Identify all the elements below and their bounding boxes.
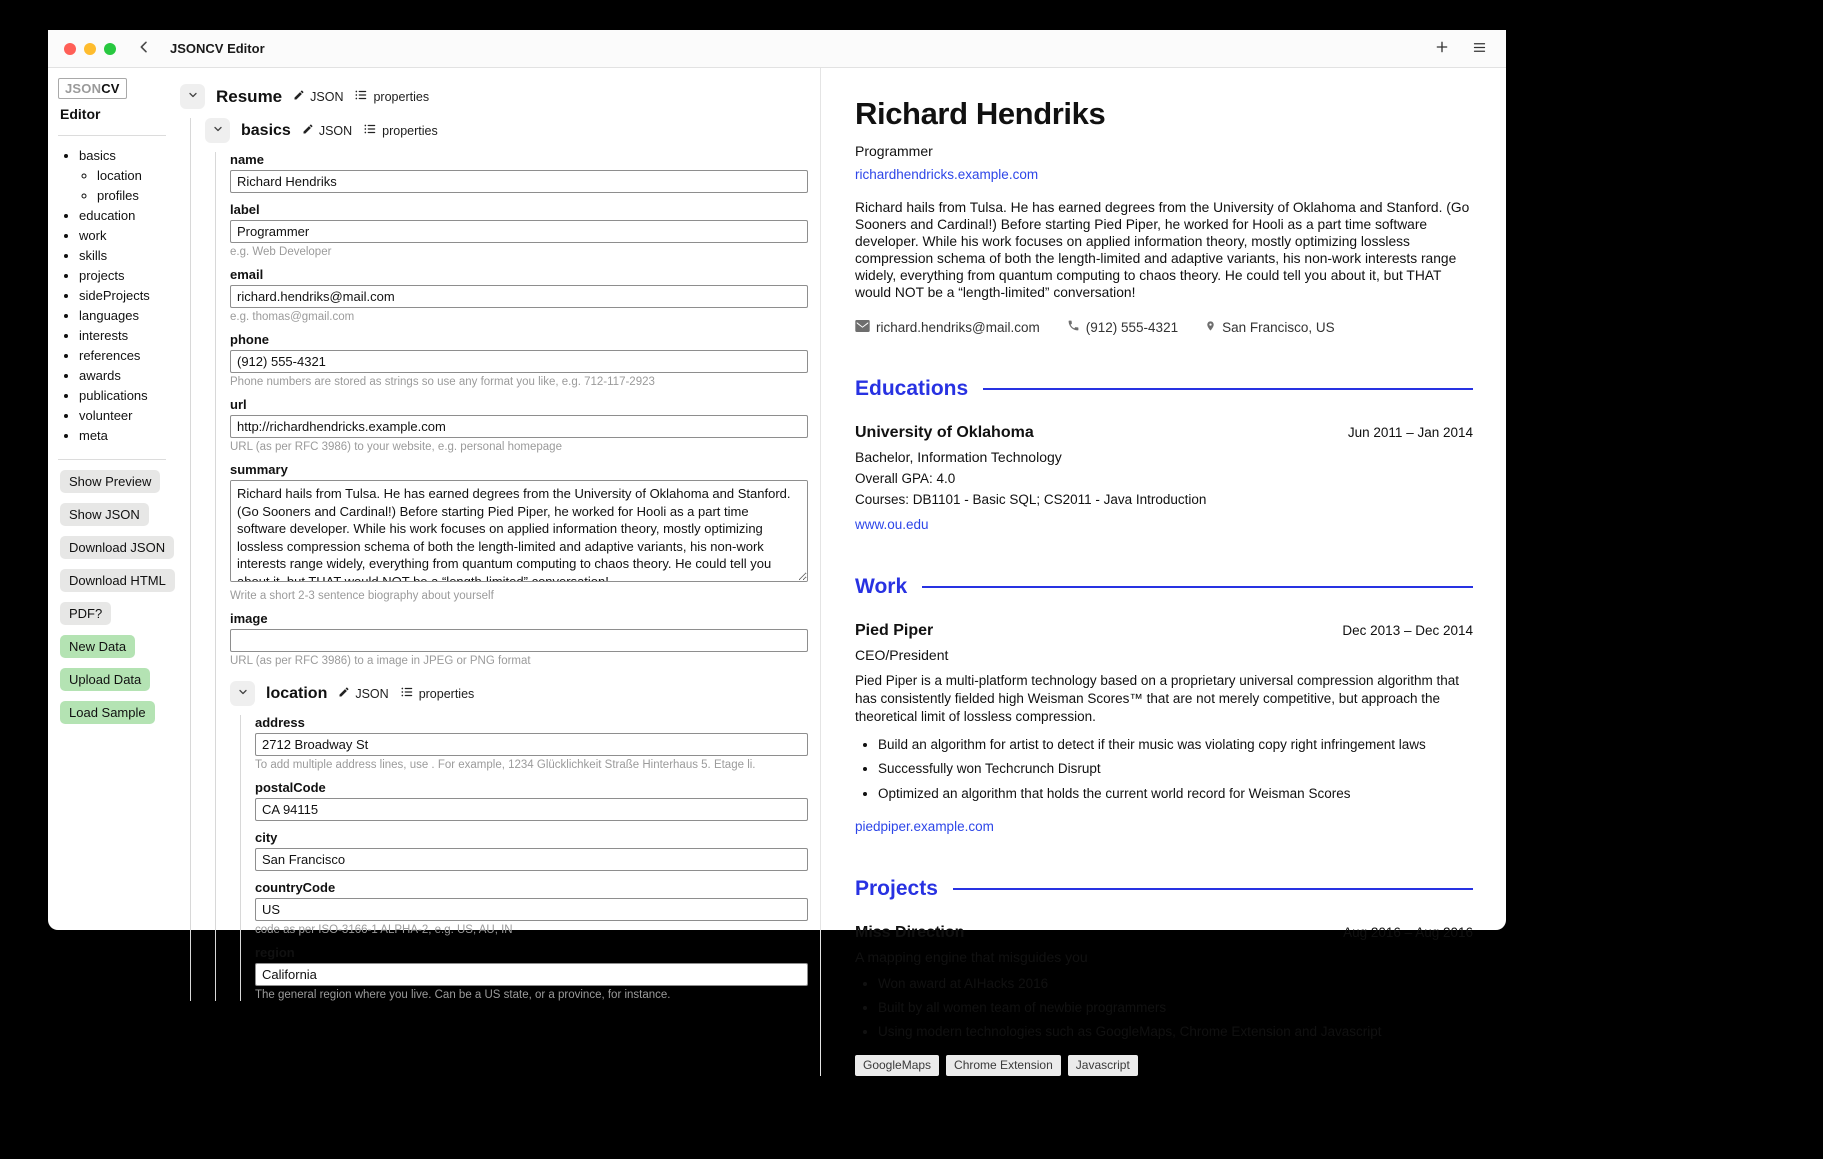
work-highlight: • Build an algorithm for artist to detect if their music was violating copy right infringement laws [878,736,1473,754]
education-institution: University of Oklahoma [855,423,1034,441]
countrycode-field [255,880,808,936]
field-label: label [230,202,260,217]
contact-phone: (912) 555-4321 [1067,319,1178,335]
email-field [230,267,808,323]
basics-json-button[interactable]: JSON [302,123,352,138]
keyword-tag: Chrome Extension [946,1055,1061,1076]
project-date: Aug 2016 – Aug 2016 [1343,924,1473,940]
chevron-down-icon [187,89,199,104]
download-html-button[interactable]: Download HTML [60,569,175,592]
work-date: Dec 2013 – Dec 2014 [1342,622,1473,638]
education-degree: Bachelor, Information Technology [855,448,1062,465]
sidebar-item-sideprojects[interactable]: • sideProjects [79,286,178,306]
heading-rule [953,888,1473,890]
city-field [255,830,808,871]
city-input[interactable] [255,848,808,871]
address-input[interactable] [255,733,808,756]
resume-json-button[interactable]: JSON [293,89,343,104]
location-children [240,715,808,1001]
phone-icon [1067,319,1080,335]
pencil-icon [293,89,305,104]
work-section [855,575,1473,836]
preview-name: Richard Hendriks [855,96,1106,131]
work-position: CEO/President [855,646,949,663]
field-hint: e.g. thomas@gmail.com [230,311,355,323]
new-data-button[interactable]: New Data [60,635,135,658]
resume-section-title: Resume [216,86,283,106]
educations-section [855,377,1473,534]
field-hint: URL (as per RFC 3986) to a image in JPEG or PNG format [230,655,531,667]
editor-panel [178,68,820,1076]
location-section-header [230,681,808,706]
field-label: region [255,945,295,960]
field-label: city [255,830,278,845]
field-label: countryCode [255,880,336,895]
postalcode-input[interactable] [255,798,808,821]
work-link[interactable]: piedpiper.example.com [855,818,994,834]
name-field [230,152,808,193]
sidebar-item-location[interactable]: ◦ location [97,166,178,186]
sidebar-divider [58,135,166,136]
pdf-button[interactable]: PDF? [60,602,111,625]
location-section-title: location [266,684,328,702]
jsoncv-logo [58,78,127,99]
editor-label: Editor [60,106,101,122]
app-window [48,30,1506,1072]
image-field [230,611,808,667]
resume-collapse-button[interactable] [180,84,205,109]
upload-data-button[interactable]: Upload Data [60,668,150,691]
sidebar-item-references[interactable]: • references [79,346,178,366]
education-entry [855,424,1473,534]
project-highlight: • Built by all women team of newbie programmers [878,999,1473,1017]
url-field [230,397,808,453]
preview-job-label: Programmer [855,143,933,159]
field-label: name [230,152,264,167]
field-hint: code as per ISO-3166-1 ALPHA-2, e.g. US, AU, IN [255,924,513,936]
field-hint: The general region where you live. Can be a US state, or a province, for instance. [255,989,671,1001]
contact-email: richard.hendriks@mail.com [855,320,1040,335]
field-hint: e.g. Web Developer [230,246,332,258]
summary-field [230,462,808,602]
image-input[interactable] [230,629,808,652]
address-field [255,715,808,771]
resume-section-header [180,84,808,109]
chevron-left-icon [136,39,152,58]
education-courses: Courses: DB1101 - Basic SQL; CS2011 - Java Introduction [855,491,1207,507]
project-keywords [855,1055,1473,1076]
sidebar-divider [58,459,166,460]
field-hint: Phone numbers are stored as strings so use any format you like, e.g. 712-117-2923 [230,376,655,388]
list-icon [400,685,414,702]
list-icon [363,122,377,139]
work-heading: Work [855,575,1473,599]
logo-json-text: JSON [65,81,102,96]
heading-rule [922,586,1473,588]
field-label: postalCode [255,780,326,795]
postalcode-field [255,780,808,821]
sidebar-item-interests[interactable]: • interests [79,326,178,346]
contact-row [855,319,1473,336]
work-highlight: • Optimized an algorithm that holds the current world record for Weisman Scores [878,785,1473,803]
education-link[interactable]: www.ou.edu [855,516,929,532]
region-input[interactable] [255,963,808,986]
basics-section-title: basics [241,121,291,139]
field-label: summary [230,462,288,477]
work-summary: Pied Piper is a multi-platform technology based on a proprietary universal compression algorithm that has consistently fielded high Weisman Scores™ that are not merely competitive, but approach the theoretical limit of lossless compression. [855,672,1460,724]
show-json-button[interactable]: Show JSON [60,503,149,526]
field-label: email [230,267,264,282]
work-highlight: • Successfully won Techcrunch Disrupt [878,760,1473,778]
basics-collapse-button[interactable] [205,118,230,143]
sidebar-item-projects[interactable]: • projects [79,266,178,286]
resume-preview-panel [820,68,1506,1076]
work-entry [855,622,1473,836]
project-name: Miss Direction [855,923,965,941]
logo-cv-text: CV [101,81,120,96]
sidebar-item-publications[interactable]: • publications [79,386,178,406]
projects-heading: Projects [855,877,1473,901]
field-label: phone [230,332,269,347]
menu-button[interactable] [1469,38,1490,60]
location-properties-button[interactable]: properties [400,685,475,702]
titlebar [48,30,1506,68]
educations-heading: Educations [855,377,1473,401]
sidebar-item-profiles[interactable]: ◦ profiles [97,186,178,206]
sidebar [48,68,178,1076]
chevron-down-icon [237,686,249,701]
keyword-tag: GoogleMaps [855,1055,939,1076]
sidebar-item-education[interactable]: • education [79,206,178,226]
preview-summary: Richard hails from Tulsa. He has earned degrees from the University of Oklahoma and Stanford. (Go Sooners and Cardinal!) Before starting Pied Piper, he worked for Hooli as a part time software developer. While his work focuses on applied information theory, mostly optimizing lossless compression schema of both the length-limited and adaptive variants, his non-work interests range widely, everything from quantum computing to chaos theory. He could tell you about it, but THAT would NOT be a “length-limited” conversation! [855,200,1470,301]
contact-location: San Francisco, US [1205,319,1335,336]
sidebar-item-work[interactable]: • work [79,226,178,246]
sidebar-item-meta[interactable]: • meta [79,426,178,446]
sidebar-item-skills[interactable]: • skills [79,246,178,266]
label-field [230,202,808,258]
sidebar-item-languages[interactable]: • languages [79,306,178,326]
preview-website-link[interactable]: richardhendricks.example.com [855,167,1039,182]
close-button[interactable] [64,43,76,55]
sidebar-item-awards[interactable]: • awards [79,366,178,386]
project-highlights [855,975,1473,1042]
basics-section-header [205,118,808,143]
project-highlight: • Using modern technologies such as GoogleMaps, Chrome Extension and Javascript [878,1023,1473,1041]
hamburger-icon [1471,40,1488,58]
new-tab-button[interactable] [1432,37,1452,60]
sidebar-nav [58,146,178,446]
basics-children [215,152,808,1001]
location-pin-icon [1205,319,1216,336]
name-input[interactable] [230,170,808,193]
project-entry [855,924,1473,1076]
back-button[interactable] [134,37,154,60]
zoom-button[interactable] [104,43,116,55]
email-input[interactable] [230,285,808,308]
load-sample-button[interactable]: Load Sample [60,701,155,724]
phone-input[interactable] [230,350,808,373]
field-label: image [230,611,268,626]
basics-properties-button[interactable]: properties [363,122,438,139]
show-preview-button[interactable]: Show Preview [60,470,160,493]
work-highlights [855,736,1473,803]
field-label: address [255,715,305,730]
project-highlight: • Won award at AIHacks 2016 [878,975,1473,993]
pencil-icon [302,123,314,138]
work-company: Pied Piper [855,621,934,639]
summary-textarea[interactable] [230,480,808,582]
url-input[interactable] [230,415,808,438]
list-icon [354,88,368,105]
resume-properties-button[interactable]: properties [354,88,429,105]
window-title: JSONCV Editor [170,41,265,56]
field-label: url [230,397,247,412]
education-gpa: Overall GPA: 4.0 [855,470,956,486]
minimize-button[interactable] [84,43,96,55]
education-date: Jun 2011 – Jan 2014 [1347,424,1473,440]
project-description: A mapping engine that misguides you [855,948,1088,965]
plus-icon [1434,39,1450,58]
mail-icon [855,320,870,335]
sidebar-item-volunteer[interactable]: • volunteer [79,406,178,426]
label-input[interactable] [230,220,808,243]
pencil-icon [338,686,350,701]
chevron-down-icon [212,123,224,138]
location-collapse-button[interactable] [230,681,255,706]
field-hint: URL (as per RFC 3986) to your website, e.g. personal homepage [230,441,562,453]
projects-section [855,877,1473,1076]
resume-children [190,118,808,1001]
phone-field [230,332,808,388]
location-json-button[interactable]: JSON [338,686,388,701]
sidebar-item-basics[interactable]: • basics ◦ location ◦ profiles [79,146,178,206]
field-hint: Write a short 2-3 sentence biography about yourself [230,590,494,602]
field-hint: To add multiple address lines, use . For example, 1234 Glücklichkeit Straße Hinterhaus 5. Etage li. [255,759,756,771]
traffic-lights [64,43,116,55]
region-field [255,945,808,1001]
download-json-button[interactable]: Download JSON [60,536,174,559]
heading-rule [983,388,1473,390]
countrycode-input[interactable] [255,898,808,921]
keyword-tag: Javascript [1068,1055,1138,1076]
